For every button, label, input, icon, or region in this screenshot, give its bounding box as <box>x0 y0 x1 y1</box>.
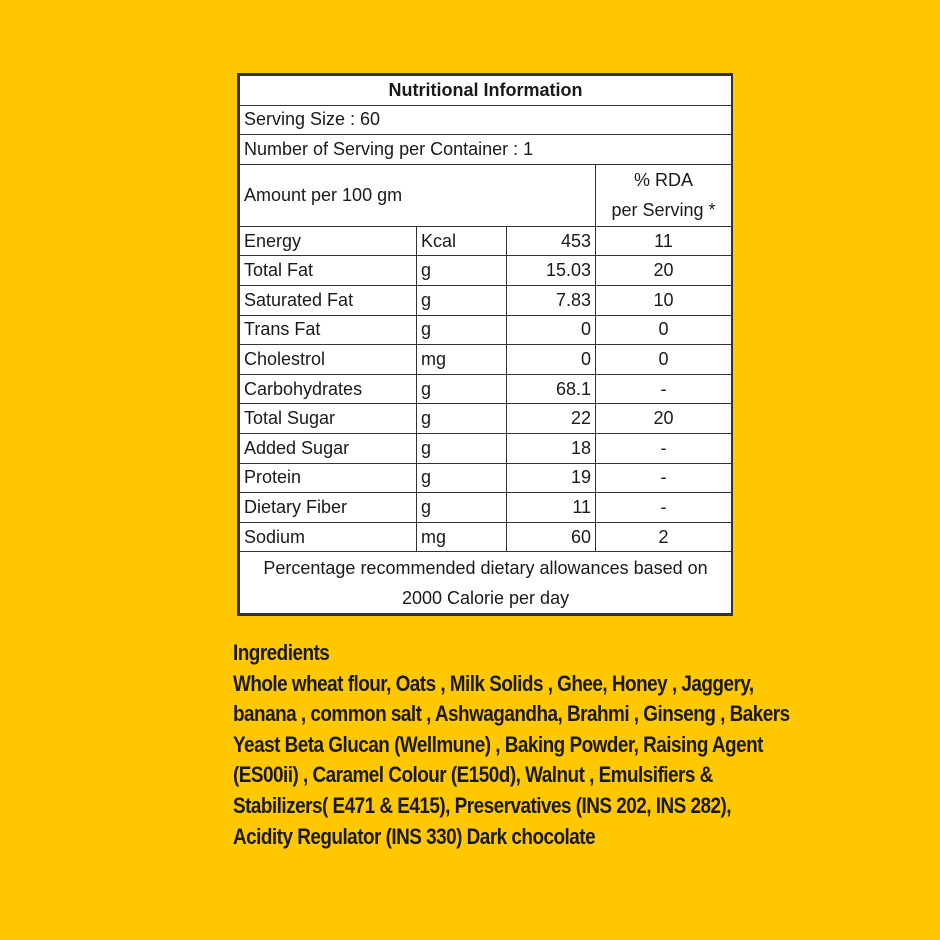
nutrition-table <box>239 75 732 614</box>
nutrient-value: 18 <box>507 433 596 463</box>
nutrient-row <box>240 463 732 493</box>
ingredients-line: Acidity Regulator (INS 330) Dark chocolate <box>233 823 596 849</box>
nutrient-value: 15.03 <box>507 256 596 286</box>
nutrient-value: 11 <box>507 493 596 523</box>
nutrient-value: 19 <box>507 463 596 493</box>
rda-header <box>596 164 732 226</box>
column-header-row <box>240 164 732 226</box>
nutrient-rda: 2 <box>596 522 732 552</box>
ingredients-title: Ingredients <box>233 640 330 665</box>
nutrient-rda: 10 <box>596 285 732 315</box>
nutrient-rda: 11 <box>596 226 732 256</box>
nutrient-value: 7.83 <box>507 285 596 315</box>
nutrient-rda: 0 <box>596 345 732 375</box>
nutrient-name: Total Sugar <box>240 404 417 434</box>
rda-header-line2: per Serving * <box>611 200 716 221</box>
nutrient-name: Total Fat <box>240 256 417 286</box>
nutrient-unit: g <box>417 463 507 493</box>
nutrient-rda: - <box>596 433 732 463</box>
ingredients-line: Whole wheat flour, Oats , Milk Solids , Ghee, Honey , Jaggery, <box>233 670 754 696</box>
nutrient-unit: g <box>417 433 507 463</box>
nutrient-unit: g <box>417 285 507 315</box>
nutrient-name: Energy <box>240 226 417 256</box>
nutrient-rda: - <box>596 374 732 404</box>
servings-per-container: Number of Serving per Container : 1 <box>240 135 732 165</box>
nutrient-row <box>240 433 732 463</box>
nutrient-name: Carbohydrates <box>240 374 417 404</box>
nutrient-rda: 0 <box>596 315 732 345</box>
nutrient-unit: mg <box>417 345 507 375</box>
nutrient-row <box>240 315 732 345</box>
rda-header-line1: % RDA <box>634 170 694 191</box>
nutrient-name: Dietary Fiber <box>240 493 417 523</box>
ingredients-block <box>233 638 790 852</box>
ingredients-line: Stabilizers( E471 & E415), Preservatives (INS 202, INS 282), <box>233 792 732 818</box>
nutrient-unit: g <box>417 256 507 286</box>
nutrient-name: Sodium <box>240 522 417 552</box>
nutrition-title: Nutritional Information <box>240 76 732 106</box>
nutrient-name: Protein <box>240 463 417 493</box>
nutrient-value: 453 <box>507 226 596 256</box>
nutrient-rda: 20 <box>596 404 732 434</box>
nutrient-unit: mg <box>417 522 507 552</box>
nutrition-title-row <box>240 76 732 106</box>
nutrient-row <box>240 226 732 256</box>
footnote-line1: Percentage recommended dietary allowances based on <box>263 557 708 578</box>
nutrient-row <box>240 493 732 523</box>
ingredients-list <box>233 669 790 853</box>
nutrient-value: 68.1 <box>507 374 596 404</box>
nutrient-rda: - <box>596 463 732 493</box>
nutrient-row <box>240 404 732 434</box>
nutrient-value: 0 <box>507 345 596 375</box>
ingredients-line: (ES00ii) , Caramel Colour (E150d), Walnut , Emulsifiers & <box>233 762 713 788</box>
nutrient-unit: Kcal <box>417 226 507 256</box>
ingredients-line: Yeast Beta Glucan (Wellmune) , Baking Powder, Raising Agent <box>233 731 763 757</box>
nutrient-value: 60 <box>507 522 596 552</box>
nutrient-rda: - <box>596 493 732 523</box>
nutrient-name: Saturated Fat <box>240 285 417 315</box>
footnote-row <box>240 552 732 614</box>
nutrient-row <box>240 374 732 404</box>
nutrient-unit: g <box>417 374 507 404</box>
nutrient-name: Trans Fat <box>240 315 417 345</box>
nutrient-row <box>240 522 732 552</box>
nutrition-facts-panel <box>237 73 733 616</box>
nutrient-rda: 20 <box>596 256 732 286</box>
nutrient-row <box>240 256 732 286</box>
nutrient-row <box>240 345 732 375</box>
nutrient-value: 22 <box>507 404 596 434</box>
footnote-line2: 2000 Calorie per day <box>401 587 570 608</box>
nutrient-unit: g <box>417 404 507 434</box>
nutrient-row <box>240 285 732 315</box>
ingredients-line: banana , common salt , Ashwagandha, Brahmi , Ginseng , Bakers <box>233 701 790 727</box>
rda-footnote <box>240 552 732 614</box>
amount-header: Amount per 100 gm <box>240 164 596 226</box>
serving-size-row <box>240 105 732 135</box>
nutrient-value: 0 <box>507 315 596 345</box>
nutrient-name: Added Sugar <box>240 433 417 463</box>
serving-size: Serving Size : 60 <box>240 105 732 135</box>
nutrient-unit: g <box>417 315 507 345</box>
servings-per-container-row <box>240 135 732 165</box>
nutrient-unit: g <box>417 493 507 523</box>
nutrient-name: Cholestrol <box>240 345 417 375</box>
